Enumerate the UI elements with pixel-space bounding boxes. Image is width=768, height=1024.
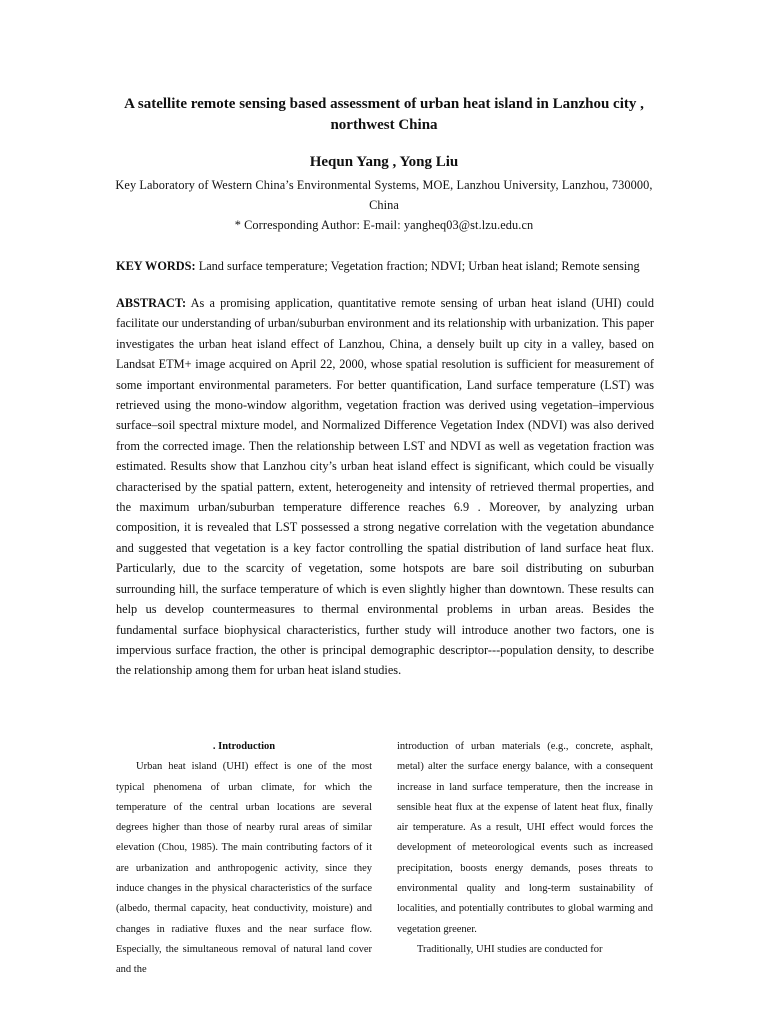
intro-paragraph-1: Urban heat island (UHI) effect is one of the most typical phenomena of urban climate, for which the temperature of the central urban locations are several degrees higher than those of nearby rural areas of similar elevation (Chou, 1985). The main contributing factors of it are urbanization and anthropogenic activity, since they induce changes in the physical characteristics of the surface (albedo, thermal capacity, heat conductivity, moisture) and changes in radiative fluxes and the near surface flow. Especially, the simultaneous removal of natural land cover and the [116,761,372,976]
intro-paragraph-2: Traditionally, UHI studies are conducted for [417,943,603,955]
corresponding-author: * Corresponding Author: E-mail: yangheq03@st.lzu.edu.cn [234,218,534,232]
affiliation-block [110,175,658,235]
keywords-text: Land surface temperature; Vegetation fraction; NDVI; Urban heat island; Remote sensing [198,259,640,273]
abstract-block [116,293,654,681]
abstract-text: As a promising application, quantitative remote sensing of urban heat island (UHI) could facilitate our understanding of urban/suburban environment and its relationship with urbanization. This paper investigates the urban heat island effect of Lanzhou, China, a densely built up city in a valley, based on Landsat ETM+ image acquired on April 22, 2000, whose spatial resolution is sufficient for measurement of some important environmental parameters. For better quantification, Land surface temperature (LST) was retrieved using the mono-window algorithm, vegetation fraction was derived using vegetation–impervious surface–soil spectral mixture model, and Normalized Difference Vegetation Index (NDVI) was also derived from the corrected image. Then the relationship between LST and NDVI as well as vegetation fraction was estimated. Results show that Lanzhou city’s urban heat island effect is significant, which could be visually characterised by the spatial pattern, extent, heterogeneity and intensity of retrieved thermal properties, and the maximum urban/suburban temperature difference reaches 6.9 . Moreover, by analyzing urban composition, it is revealed that LST possessed a strong negative correlation with the vegetation abundance and suggested that vegetation is a key factor controlling the spatial distribution of land surface heat flux. Particularly, due to the scarcity of vegetation, some hotspots are bare soil distributing on suburban surrounding hill, the surface temperature of which is even slightly higher than downtown. These results can help us develop countermeasures to thermal environmental problems in urban areas. Besides the fundamental surface biophysical characteristics, further study will introduce another two factors, one is impervious surface fraction, the other is principal demographic descriptor---population density, to describe the relationship among them for urban heat island studies. [116,296,654,678]
abstract-label: ABSTRACT: [116,296,187,310]
keywords-label: KEY WORDS: [116,259,196,273]
column-right [397,737,653,960]
affiliation: Key Laboratory of Western China’s Environmental Systems, MOE, Lanzhou University, Lanzhou, 730000, China [115,178,653,212]
column-left [116,737,372,981]
authors: Hequn Yang , Yong Liu [309,154,459,170]
intro-paragraph-1-continued: introduction of urban materials (e.g., concrete, asphalt, metal) alter the surface energy balance, with a consequent increase in land surface temperature, then the increase in sensible heat flux at the expense of latent heat flux, finally air temperature. As a result, UHI effect would forces the development of meteorological events such as increased precipitation, boosts energy demands, poses threats to environmental quality and long-term sustainability of localities, and potentially contributes to global warming and vegetation greener. [397,741,653,935]
section-heading-introduction: . Introduction [212,741,276,752]
keywords-block [116,256,654,276]
paper-title: A satellite remote sensing based assessment of urban heat island in Lanzhou city , northwest China [124,96,644,133]
